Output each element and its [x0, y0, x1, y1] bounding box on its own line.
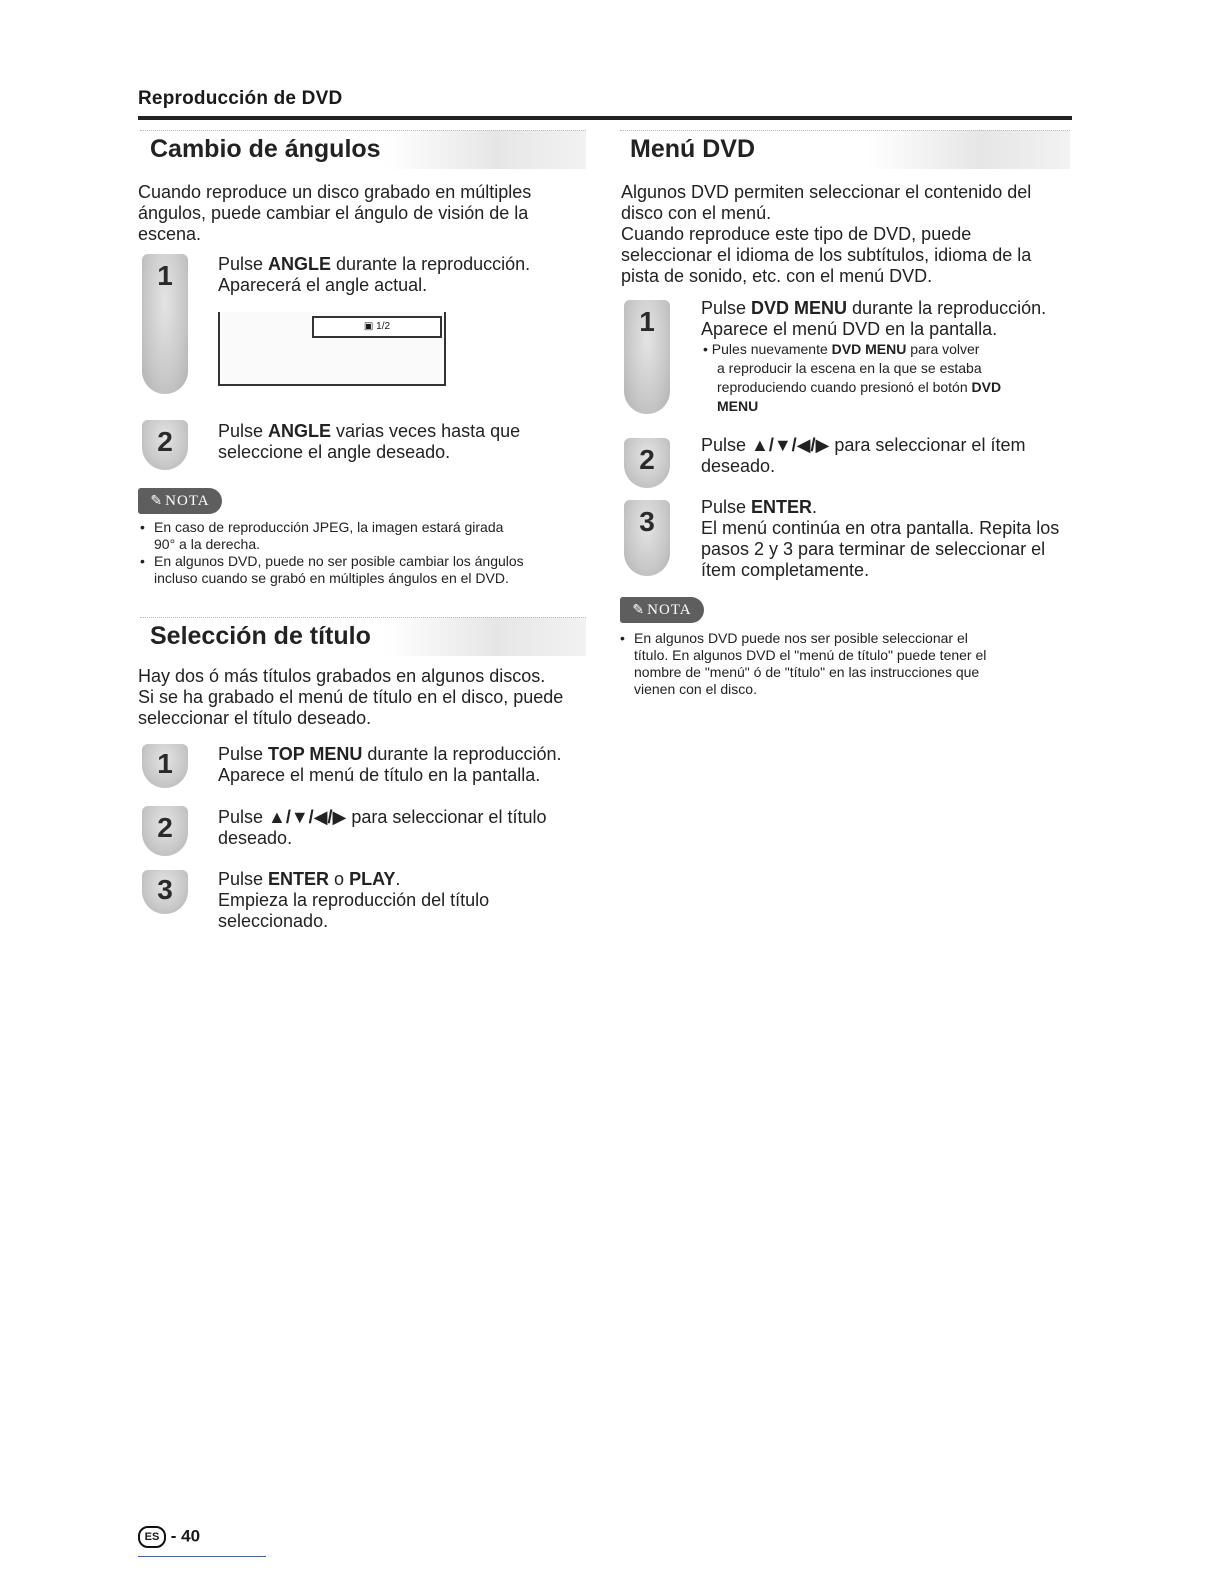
page-number: ES - 40	[138, 1526, 200, 1548]
dvd-notes	[620, 630, 1070, 698]
angles-step2-badge: 2	[142, 420, 188, 470]
title-section-header	[140, 617, 586, 656]
angles-step1-text: Pulse ANGLE durante la reproducción. Aparecerá el angle actual.	[218, 254, 531, 295]
footer-line	[138, 1556, 266, 1557]
dvd-step1-text: Pulse DVD MENU durante la reproducción. Aparece el menú DVD en la pantalla.	[701, 298, 1047, 339]
dvd-step2-text: Pulse ▲/▼/◀/▶ para seleccionar el ítem deseado.	[701, 435, 1026, 476]
title-step3-text: Pulse ENTER o PLAY. Empieza la reproducción del título seleccionado.	[218, 869, 490, 931]
title-step2-badge: 2	[142, 806, 188, 856]
pencil-icon: ✎	[150, 493, 164, 509]
dvd-step1-subnote: • Pules nuevamente DVD MENU para volver a reproducir la escena en la que se estaba reproduciendo cuando presionó el botón DVD MENU	[703, 341, 1002, 414]
title-sel-title: Selección de título	[150, 622, 371, 650]
title-step1-text: Pulse TOP MENU durante la reproducción. Aparece el menú de título en la pantalla.	[218, 744, 562, 785]
note-item: • En caso de reproducción JPEG, la imagen estará girada 90° a la derecha.	[140, 519, 600, 553]
angles-nota-badge: ✎ NOTA	[138, 488, 222, 514]
title-sel-intro: Hay dos ó más títulos grabados en algunos discos. Si se ha grabado el menú de título en el disco, puede seleccionar el título deseado.	[138, 666, 564, 728]
dvd-step3-badge: 3	[624, 500, 670, 576]
note-item: • En algunos DVD puede nos ser posible seleccionar el título. En algunos DVD el "menú de título" puede tener el nombre de "menú" ó de "título" en las instrucciones que vienen con el disco.	[620, 630, 1070, 698]
angles-notes	[140, 519, 600, 587]
dvd-menu-intro: Algunos DVD permiten seleccionar el contenido del disco con el menú. Cuando reproduce este tipo de DVD, puede seleccionar el idioma de los subtítulos, idioma de la pista de sonido, etc. con el menú DVD.	[621, 182, 1032, 286]
dvd-step3-text: Pulse ENTER. El menú continúa en otra pantalla. Repita los pasos 2 y 3 para terminar de seleccionar el ítem completamente.	[701, 497, 1060, 580]
dvd-menu-title: Menú DVD	[630, 135, 755, 163]
pencil-icon: ✎	[632, 602, 646, 618]
page-header: Reproducción de DVD	[138, 88, 343, 109]
angle-icon: ▣	[363, 321, 374, 332]
angle-indicator: ▣ 1/2	[312, 316, 442, 338]
angles-step1-badge: 1	[142, 254, 188, 394]
dvd-nota-badge: ✎ NOTA	[620, 597, 704, 623]
dvd-menu-section-header	[620, 130, 1070, 169]
language-badge: ES	[138, 1526, 166, 1548]
angles-section-header	[140, 130, 586, 169]
angles-step2-text: Pulse ANGLE varias veces hasta que seleccione el angle deseado.	[218, 421, 521, 462]
dvd-step1-badge: 1	[624, 300, 670, 414]
title-step3-badge: 3	[142, 870, 188, 914]
angles-title: Cambio de ángulos	[150, 135, 381, 163]
title-step1-badge: 1	[142, 744, 188, 788]
note-item: • En algunos DVD, puede no ser posible cambiar los ángulos incluso cuando se grabó en múltiples ángulos en el DVD.	[140, 553, 600, 587]
angles-intro: Cuando reproduce un disco grabado en múltiples ángulos, puede cambiar el ángulo de visión de la escena.	[138, 182, 532, 244]
title-step2-text: Pulse ▲/▼/◀/▶ para seleccionar el título deseado.	[218, 807, 547, 848]
header-rule	[138, 116, 1072, 120]
dvd-step2-badge: 2	[624, 438, 670, 488]
